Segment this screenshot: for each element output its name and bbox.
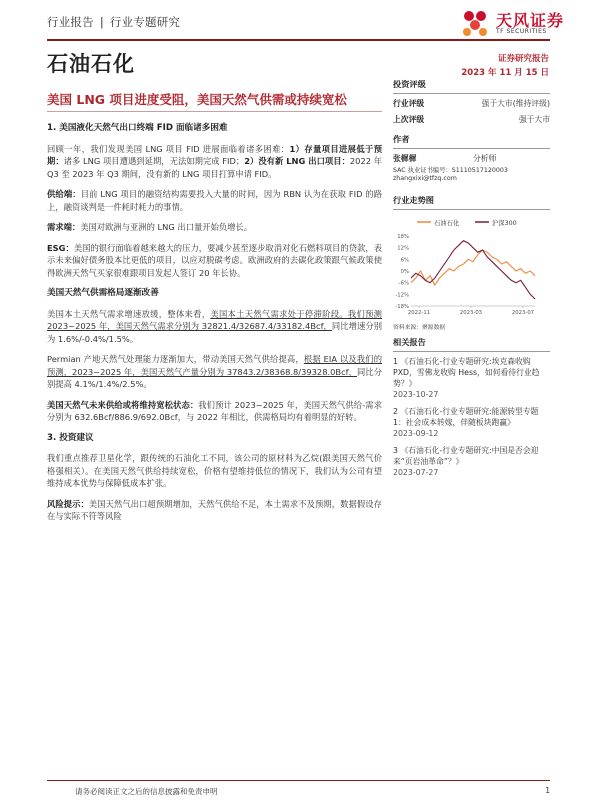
author-block: [393, 134, 550, 182]
underlined-span: 美国本土天然气需求处于停滞阶段。我们预测 2023~2025 年，美国天然气需求分别为 32821.4/32687.4/33182.4Bcf，: [47, 308, 382, 331]
section-1-heading: 1. 美国液化天然气出口终端 FID 面临诸多困难: [47, 123, 228, 133]
last-rating-label: 上次评级: [393, 115, 425, 124]
series-line-1: [411, 250, 535, 285]
last-rating-value: 强于大市: [518, 115, 550, 124]
y-tick-label: -6%: [398, 280, 409, 287]
author-title: 分析师: [473, 154, 497, 163]
subcategory-label: 行业专题研究: [109, 15, 181, 29]
related-report-date: 2023-10-27: [393, 390, 439, 399]
category-separator: |: [99, 15, 104, 29]
esg-paragraph: [47, 242, 382, 280]
esg-label: ESG：: [47, 242, 74, 253]
x-tick-label: 2023-07: [511, 310, 535, 314]
category-label: 行业报告: [47, 15, 94, 29]
supply-label: 供给端：: [47, 189, 81, 199]
trend-heading: 行业走势图: [393, 195, 434, 205]
supply-text: 目前 LNG 项目的融资结构需要投入大量的时间，因为 RBN 认为在获取 FID 的路上，融资谈判是一件耗时耗力的事情。: [47, 189, 382, 212]
page-number: 1: [545, 786, 550, 795]
report-type: 证券研究报告: [497, 54, 549, 64]
text-span: 美国本土天然气需求增速放缓，整体来看，: [47, 308, 211, 319]
related-report-item[interactable]: [393, 406, 550, 439]
risk-paragraph: [47, 498, 382, 523]
sector-title: 石油石化: [47, 52, 135, 76]
series-line-2: [411, 241, 535, 299]
section-1-paragraph-1: [47, 143, 382, 181]
balance-label: 美国天然气未来供给或将维持宽松状态：: [47, 399, 199, 410]
trend-block: [393, 195, 550, 331]
underlined-span: 根据 EIA 以及我们的预测，2023~2025 年，美国天然气产量分别为 37843.2/38368.8/39328.0Bcf，: [47, 354, 383, 377]
y-tick-label: 12%: [397, 245, 409, 252]
industry-rating-value: 强于大市(维持评级): [481, 99, 550, 108]
legend-label: 石油石化: [434, 220, 460, 227]
demand-forecast-paragraph: [47, 308, 382, 346]
related-report-item[interactable]: [393, 356, 550, 400]
emphasis-span: 2）没有新 LNG 出口项目：: [244, 156, 350, 166]
supply-forecast-paragraph: [47, 353, 382, 391]
author-name-row: [393, 153, 550, 164]
rating-divider: [393, 93, 550, 94]
section-2-heading: 美国天然气供需格局逐渐改善: [47, 288, 159, 298]
author-heading: 作者: [393, 134, 410, 144]
author-sac: SAC 执业证书编号：S1110517120003: [393, 167, 508, 174]
balance-paragraph: [47, 399, 382, 424]
text-span: 同比增速分别为 1.6%/-0.4%/1.5%。: [47, 321, 382, 344]
tf-logo-icon: [460, 8, 490, 38]
risk-label: 风险提示：: [47, 498, 89, 509]
related-list: [393, 356, 550, 478]
logo-english: TF SECURITIES: [496, 28, 547, 35]
tf-securities-logo: [460, 6, 570, 40]
risk-text: 美国天然气出口超预期增加，天然气供给不足，本土需求不及预期，数据假设存在与实际不符等风险: [47, 498, 382, 521]
text-span: Permian 产地天然气处理能力逐渐加大，带动美国天然气供给提高，: [47, 354, 304, 364]
rating-block: [393, 79, 550, 125]
investment-paragraph: 我们重点推荐卫星化学，跟传统的石油化工不同，该公司的原材料为乙烷(跟美国天然气价格强相关）。在美国天然气供给持续宽松，价格有望维持低位的情况下，我们认为公司有望维持成本优势与保障低成本扩张。: [47, 453, 382, 488]
related-report-title[interactable]: 1 《石油石化-行业专题研究:埃克森收购 PXD，雪佛龙收购 Hess，如何看待行业趋势？》: [393, 357, 540, 388]
related-divider: [393, 351, 550, 352]
legend-label: 沪深300: [492, 220, 517, 227]
related-report-item[interactable]: [393, 445, 550, 478]
industry-rating-row: [393, 98, 550, 109]
y-tick-label: 0%: [400, 269, 409, 275]
last-rating-row: [393, 114, 550, 125]
disclaimer-text: 请务必阅读正文之后的信息披露和免责申明: [75, 787, 218, 796]
y-tick-label: 18%: [397, 234, 409, 240]
demand-text: 美国对欧洲与亚洲的 LNG 出口量开始负增长。: [80, 222, 253, 232]
related-report-title[interactable]: 3 《石油石化-行业专题研究:中国是否会迎来“页岩油革命”？》: [393, 446, 539, 466]
supply-paragraph: [47, 188, 382, 213]
report-date: 2023 年 11 月 15 日: [461, 68, 549, 78]
balance-text: 我们预计 2023~2025 年，美国天然气供给-需求分别为 632.6Bcf/886.9/692.0Bcf，与 2022 年相比，供需格局均有着明显的好转。: [47, 399, 382, 422]
trend-chart: [393, 214, 550, 314]
related-report-date: 2023-07-27: [393, 468, 439, 477]
y-tick-label: -12%: [395, 292, 409, 299]
emphasis-span: 1）存量项目进展低于预期：: [47, 143, 382, 166]
author-divider: [393, 148, 550, 149]
title-divider: [47, 111, 382, 112]
related-report-date: 2023-09-12: [393, 429, 439, 438]
footer-divider: [47, 780, 550, 781]
header-divider: [47, 39, 550, 41]
related-heading: 相关报告: [393, 337, 426, 347]
demand-label: 需求端：: [47, 222, 81, 232]
main-content: [47, 122, 382, 531]
author-name: 张樨樨: [393, 154, 417, 163]
trend-divider: [393, 209, 550, 210]
related-block: [393, 337, 550, 484]
industry-rating-label: 行业评级: [393, 99, 425, 108]
chart-source: 资料来源：聚源数据: [393, 325, 446, 331]
x-tick-label: 2022-11: [407, 310, 431, 314]
section-3-heading: 3. 投资建议: [47, 432, 94, 443]
text-span: 同比分别提高 4.1%/1.4%/2.5%。: [47, 366, 382, 389]
related-report-title[interactable]: 2 《石油石化-行业专题研究:能源转型专题 1：社会成本转嫁，伴随板块跑赢》: [393, 407, 539, 427]
y-tick-label: -18%: [395, 304, 409, 310]
author-email: zhangxixi@tfzq.com: [393, 175, 457, 182]
y-tick-label: 6%: [400, 257, 409, 264]
text-span: 回顾一年，我们发现美国 LNG 项目 FID 进展面临着诸多困难：: [47, 143, 290, 154]
text-span: 诸多 LNG 项目遭遇到延期，无法如期完成 FID；: [63, 156, 245, 166]
report-category: [47, 14, 180, 30]
rating-heading: 投资评级: [393, 79, 426, 89]
logo-chinese: 天风证券: [496, 11, 565, 30]
demand-paragraph: [47, 221, 382, 234]
report-title: 美国 LNG 项目进度受阻，美国天然气供需或持续宽松: [47, 92, 347, 107]
text-span: 2022 年 Q3 至 2023 年 Q3 期间，没有新的 LNG 项目打算申请 FID。: [47, 156, 382, 179]
esg-text: 美国的银行面临着越来越大的压力，要减少甚至逐步取消对化石燃料项目的贷款，表示未来偏好债务股本比更低的项目，以应对脱碳考虑。欧洲政府的去碳化政策跟气候政策使得欧洲天然气买家很难跟项目发起人签订 20 年长协。: [47, 242, 382, 278]
x-tick-label: 2023-03: [459, 310, 483, 314]
